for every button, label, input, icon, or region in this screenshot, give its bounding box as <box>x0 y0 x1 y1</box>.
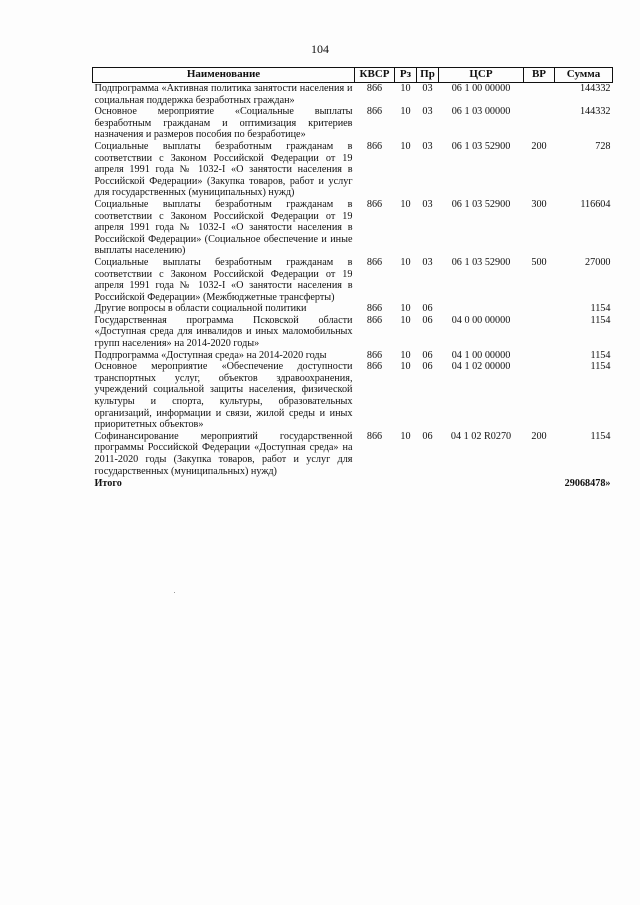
row-pr: 03 <box>422 83 433 94</box>
row-pr: 03 <box>422 256 433 268</box>
header-rz: Рз <box>395 68 417 83</box>
row-sum: 1154 <box>590 430 611 442</box>
row-sum: 1154 <box>590 361 611 373</box>
row-name: Основное мероприятие «Обеспечение доступности транспортных услуг, объектов здравоохранения, учреждений социальной защиты населения, физической культуры и спорта, культуры, образовательных организаций, информации и связи, жилой среды и иных приоритетных объектов» <box>94 361 353 431</box>
row-vr <box>524 303 555 315</box>
row-kvsr: 866 <box>366 349 383 361</box>
table-row <box>93 350 613 362</box>
row-csr: 04 1 02 R0270 <box>450 430 512 442</box>
row-csr: 06 1 03 52900 <box>451 198 511 210</box>
table-header-row <box>93 68 613 83</box>
table-row <box>93 315 613 350</box>
total-row <box>93 477 613 490</box>
row-vr <box>524 106 555 141</box>
row-sum: 27000 <box>585 256 611 268</box>
table-row <box>93 83 613 107</box>
row-csr: 04 0 00 00000 <box>451 314 511 326</box>
row-pr: 06 <box>422 361 433 373</box>
row-sum: 116604 <box>580 198 611 210</box>
row-kvsr: 866 <box>366 303 383 315</box>
row-vr: 300 <box>531 198 547 210</box>
row-rz: 10 <box>400 140 411 152</box>
row-kvsr: 866 <box>366 430 383 442</box>
row-kvsr: 866 <box>366 83 383 94</box>
row-rz: 10 <box>400 198 411 210</box>
table-row <box>93 141 613 199</box>
header-name: Наименование <box>93 68 355 83</box>
row-name: Социальные выплаты безработным гражданам в соответствии с Законом Российской Федерации от 19 апреля 1991 года № 1032-I «О занятости населения в Российской Федерации» (Закупка товаров, работ и услуг для государственных (муниципальных) нужд) <box>94 140 353 199</box>
row-rz: 10 <box>400 361 411 373</box>
row-sum: 144332 <box>579 83 611 94</box>
header-kvsr: КВСР <box>355 68 395 83</box>
row-rz: 10 <box>400 83 411 94</box>
row-pr: 06 <box>422 303 433 315</box>
row-pr: 06 <box>422 349 433 361</box>
row-csr: 04 1 02 00000 <box>451 361 511 373</box>
row-name: Софинансирование мероприятий государственной программы Российской Федерации «Доступная среда» на 2011-2020 годы (Закупка товаров, работ и услуг для государственных (муниципальных) нужд) <box>94 430 353 477</box>
row-pr: 03 <box>422 140 433 152</box>
row-name: Государственная программа Псковской области «Доступная среда для инвалидов и иных маломобильных групп населения» на 2014-2020 годы» <box>94 314 353 350</box>
budget-table <box>92 67 613 490</box>
table-row <box>93 199 613 257</box>
row-sum: 1154 <box>590 314 611 326</box>
header-csr: ЦСР <box>439 68 524 83</box>
page-number: 104 <box>311 42 329 56</box>
row-sum: 144332 <box>579 106 611 118</box>
row-csr: 06 1 00 00000 <box>451 83 511 94</box>
row-rz: 10 <box>400 106 411 118</box>
row-kvsr: 866 <box>366 256 383 268</box>
row-name: Другие вопросы в области социальной политики <box>94 303 307 315</box>
row-csr <box>439 303 524 315</box>
row-kvsr: 866 <box>366 140 383 152</box>
row-pr: 03 <box>422 106 433 118</box>
row-vr: 500 <box>531 256 547 268</box>
total-label: Итого <box>94 478 122 490</box>
row-sum: 1154 <box>590 303 611 315</box>
header-sum: Сумма <box>555 68 613 83</box>
header-vr: ВР <box>524 68 555 83</box>
row-kvsr: 866 <box>366 198 383 210</box>
scan-speck <box>174 592 175 593</box>
row-csr: 06 1 03 00000 <box>451 106 511 118</box>
row-csr: 06 1 03 52900 <box>451 140 511 152</box>
row-name: Подпрограмма «Активная политика занятости населения и социальная поддержка безработных граждан» <box>94 83 353 106</box>
row-vr <box>524 315 555 350</box>
row-rz: 10 <box>400 349 411 361</box>
row-name: Социальные выплаты безработным гражданам в соответствии с Законом Российской Федерации от 19 апреля 1991 года № 1032-I «О занятости населения в Российской Федерации» (Межбюджетные трансферты) <box>94 256 353 303</box>
row-vr: 200 <box>531 140 547 152</box>
row-name: Подпрограмма «Доступная среда» на 2014-2020 годы <box>94 349 327 361</box>
row-rz: 10 <box>400 314 411 326</box>
row-name: Социальные выплаты безработным гражданам в соответствии с Законом Российской Федерации от 19 апреля 1991 года № 1032-I «О занятости населения в Российской Федерации» (Социальное обеспечение и иные выплаты населению) <box>94 198 353 257</box>
row-rz: 10 <box>400 303 411 315</box>
table-row <box>93 257 613 303</box>
row-name: Основное мероприятие «Социальные выплаты безработным гражданам и оптимизация критериев назначения и размеров пособия по безработице» <box>94 106 353 141</box>
row-pr: 06 <box>422 430 433 442</box>
row-rz: 10 <box>400 430 411 442</box>
row-kvsr: 866 <box>366 314 383 326</box>
table-row <box>93 431 613 477</box>
row-vr <box>524 361 555 431</box>
row-sum: 728 <box>595 140 611 152</box>
row-vr: 200 <box>531 430 547 442</box>
row-vr <box>524 350 555 362</box>
row-sum: 1154 <box>590 349 611 361</box>
row-kvsr: 866 <box>366 361 383 373</box>
total-sum: 29068478» <box>564 478 611 490</box>
row-csr: 04 1 00 00000 <box>451 349 511 361</box>
row-rz: 10 <box>400 256 411 268</box>
header-pr: Пр <box>417 68 439 83</box>
table-row <box>93 361 613 431</box>
row-kvsr: 866 <box>366 106 383 118</box>
row-vr <box>524 83 555 107</box>
row-csr: 06 1 03 52900 <box>451 256 511 268</box>
row-pr: 03 <box>422 198 433 210</box>
table-row <box>93 303 613 315</box>
row-pr: 06 <box>422 314 433 326</box>
table-row <box>93 106 613 141</box>
